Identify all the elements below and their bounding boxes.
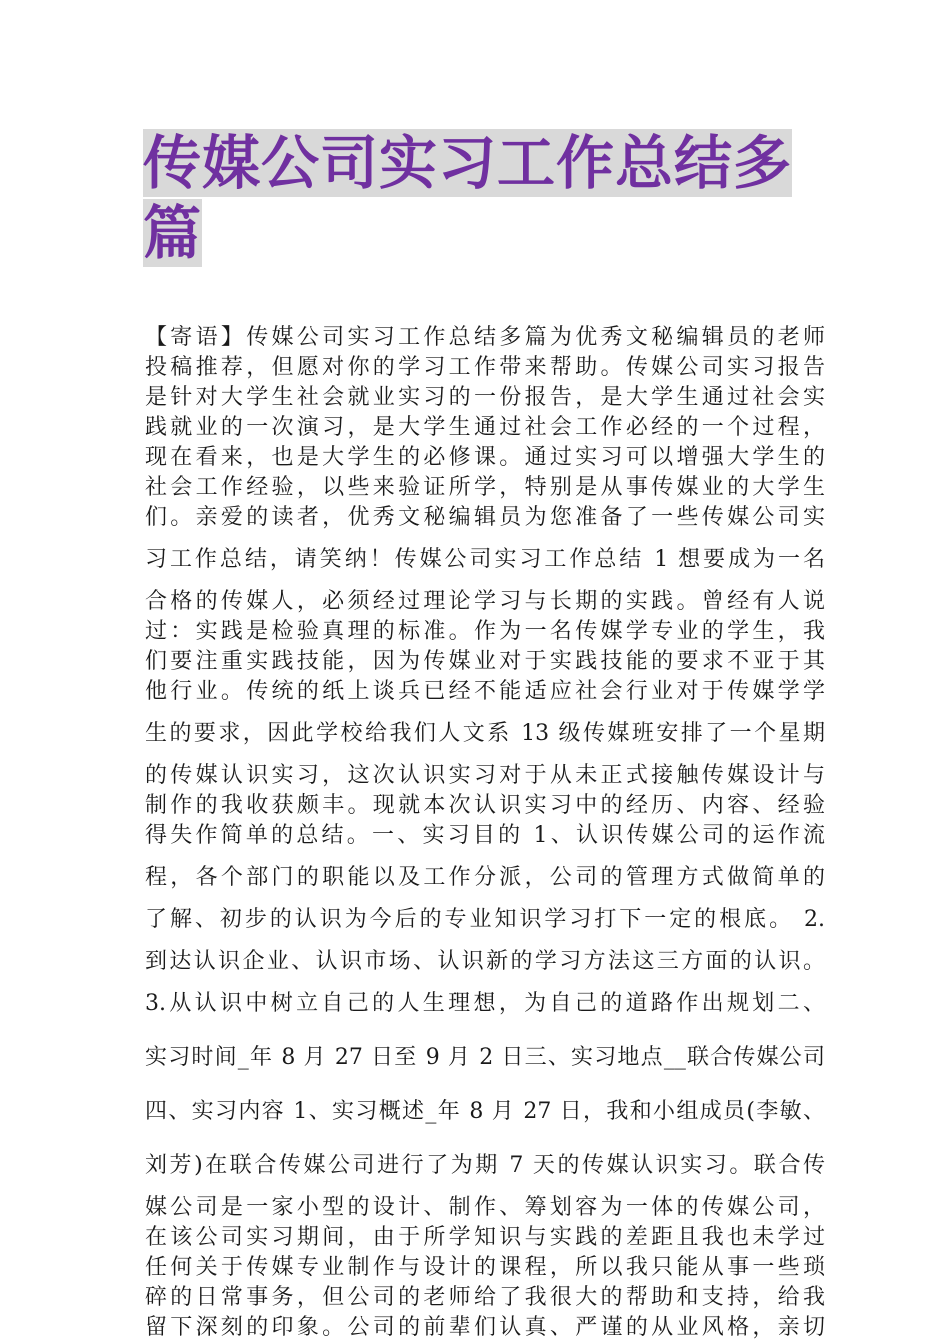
text-line: 的传媒认识实习，这次认识实习对于从未正式接触传媒设计与 (145, 763, 825, 788)
title-text: 传媒公司实习工作总结多篇 (143, 129, 793, 267)
text-line: 合格的传媒人，必须经过理论学习与长期的实践。曾经有人说 (145, 589, 825, 614)
text-line: 是针对大学生社会就业实习的一份报告，是大学生通过社会实 (145, 385, 825, 410)
text-line: 刘芳)在联合传媒公司进行了为期 7 天的传媒认识实习。联合传 (145, 1153, 825, 1178)
text-line: 过：实践是检验真理的标准。作为一名传媒学专业的学生，我 (145, 619, 825, 644)
text-line: 社会工作经验，以些来验证所学，特别是从事传媒业的大学生 (145, 475, 825, 500)
text-line: 习工作总结，请笑纳！传媒公司实习工作总结 1 想要成为一名 (145, 547, 825, 572)
text-line: 碎的日常事务，但公司的老师给了我很大的帮助和支持，给我 (145, 1285, 825, 1310)
document-body (145, 323, 825, 1343)
text-line: 生的要求，因此学校给我们人文系 13 级传媒班安排了一个星期 (145, 721, 825, 746)
text-line: 制作的我收获颇丰。现就本次认识实习中的经历、内容、经验 (145, 793, 825, 818)
text-line: 四、实习内容 1、实习概述_年 8 月 27 日，我和小组成员(李敏、 (145, 1099, 825, 1124)
text-line: 到达认识企业、认识市场、认识新的学习方法这三方面的认识。 (145, 949, 825, 974)
text-line: 了解、初步的认识为今后的专业知识学习打下一定的根底。 2. (145, 907, 825, 932)
text-line: 【寄语】传媒公司实习工作总结多篇为优秀文秘编辑员的老师 (145, 325, 825, 350)
text-line: 现在看来，也是大学生的必修课。通过实习可以增强大学生的 (145, 445, 825, 470)
text-line: 们要注重实践技能，因为传媒业对于实践技能的要求不亚于其 (145, 649, 825, 674)
text-line: 实习时间_年 8 月 27 日至 9 月 2 日三、实习地点__联合传媒公司 (145, 1045, 825, 1070)
text-line: 在该公司实习期间，由于所学知识与实践的差距且我也未学过 (145, 1225, 825, 1250)
text-line: 投稿推荐，但愿对你的学习工作带来帮助。传媒公司实习报告 (145, 355, 825, 380)
text-line: 们。亲爱的读者，优秀文秘编辑员为您准备了一些传媒公司实 (145, 505, 825, 530)
text-line: 任何关于传媒专业制作与设计的课程，所以我只能从事一些琐 (145, 1255, 825, 1280)
text-line: 3.从认识中树立自己的人生理想，为自己的道路作出规划二、 (145, 991, 825, 1016)
text-line: 媒公司是一家小型的设计、制作、筹划容为一体的传媒公司， (145, 1195, 825, 1220)
text-line: 他行业。传统的纸上谈兵已经不能适应社会行业对于传媒学学 (145, 679, 825, 704)
text-line: 得失作简单的总结。一、实习目的 1、认识传媒公司的运作流 (145, 823, 825, 848)
text-line: 留下深刻的印象。公司的前辈们认真、严谨的从业风格，亲切 (145, 1315, 825, 1340)
document-title (143, 128, 833, 268)
text-line: 践就业的一次演习，是大学生通过社会工作必经的一个过程， (145, 415, 825, 440)
text-line: 程，各个部门的职能以及工作分派，公司的管理方式做简单的 (145, 865, 825, 890)
